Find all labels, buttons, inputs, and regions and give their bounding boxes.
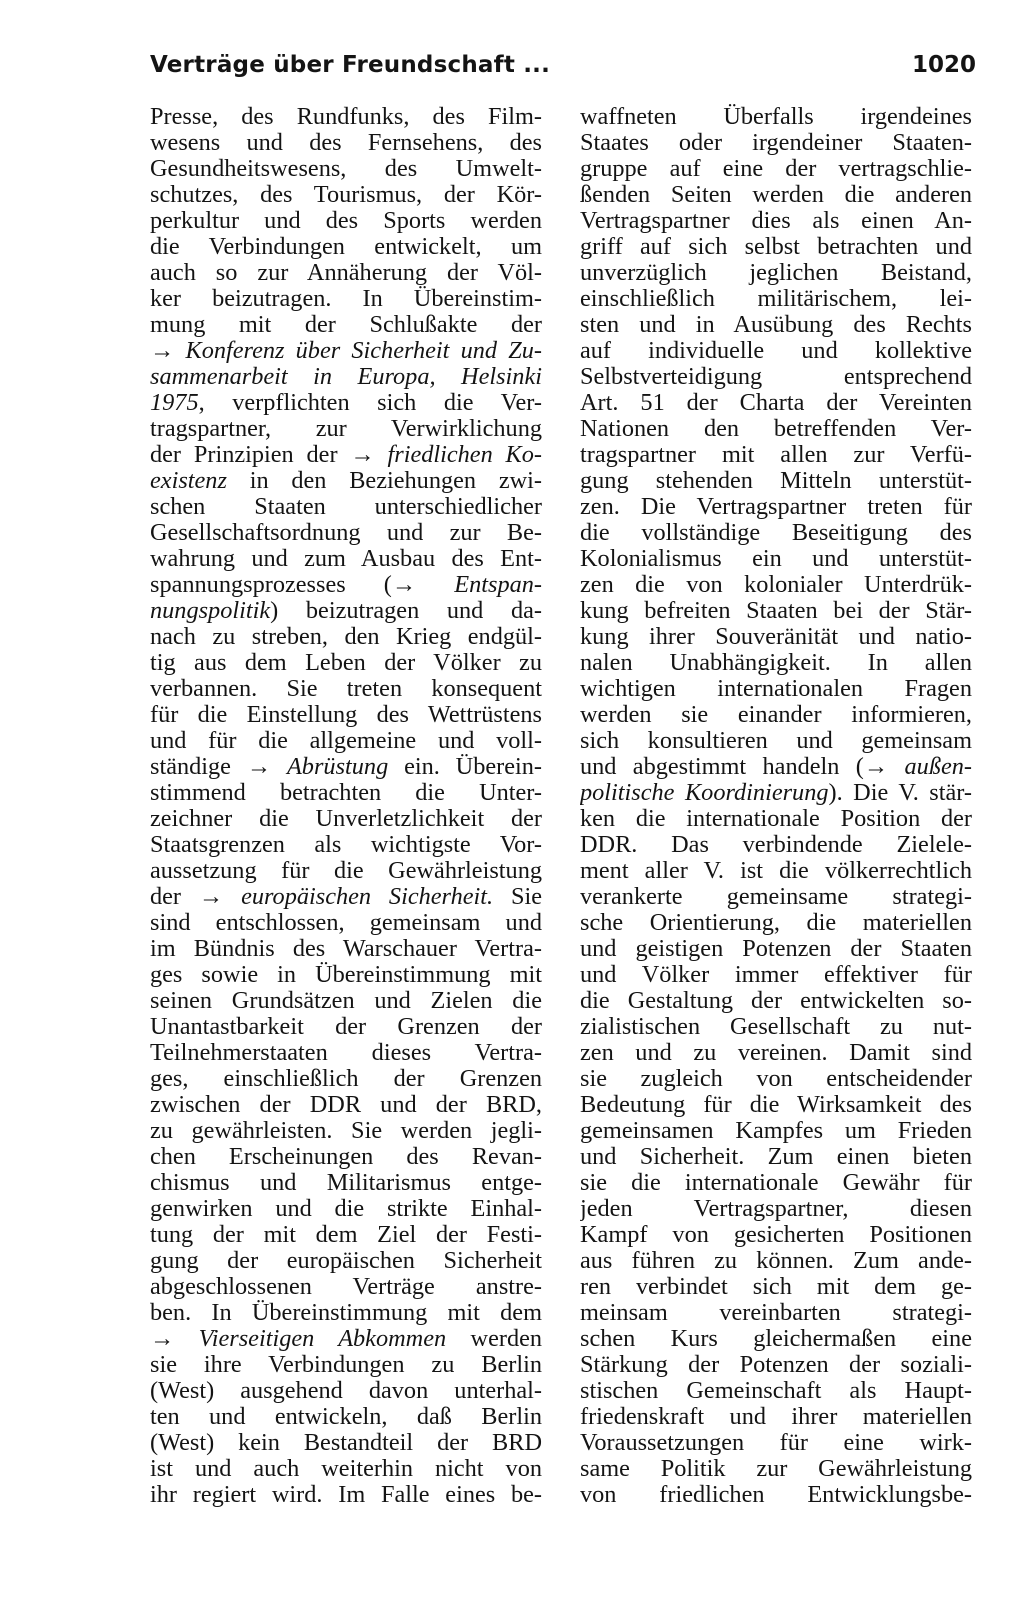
text-line: Teilnehmerstaaten dieses Vertra- — [150, 1040, 542, 1066]
text-line: → Konferenz über Sicherheit und Zu- — [150, 338, 542, 364]
text-line: zialistischen Gesellschaft zu nut- — [580, 1014, 972, 1040]
text-line: und geistigen Potenzen der Staaten — [580, 936, 972, 962]
text-line: sie die internationale Gewähr für — [580, 1170, 972, 1196]
text-line: aus führen zu können. Zum ande- — [580, 1248, 972, 1274]
text-line: abgeschlossenen Verträge anstre- — [150, 1274, 542, 1300]
text-line: seinen Grundsätzen und Zielen die — [150, 988, 542, 1014]
text-line: werden sie einander informieren, — [580, 702, 972, 728]
text-line: tragspartner, zur Verwirklichung — [150, 416, 542, 442]
text-line: (West) kein Bestandteil der BRD — [150, 1430, 542, 1456]
text-line: die Gestaltung der entwickelten so- — [580, 988, 972, 1014]
text-line: ist und auch weiterhin nicht von — [150, 1456, 542, 1482]
text-line: sie ihre Verbindungen zu Berlin — [150, 1352, 542, 1378]
text-line: kung befreiten Staaten bei der Stär- — [580, 598, 972, 624]
text-line: gung der europäischen Sicherheit — [150, 1248, 542, 1274]
left-column — [150, 104, 542, 1508]
text-line: zen die von kolonialer Unterdrük- — [580, 572, 972, 598]
text-line: ker beizutragen. In Übereinstim- — [150, 286, 542, 312]
text-line: zen. Die Vertragspartner treten für — [580, 494, 972, 520]
text-line: ihr regiert wird. Im Falle eines be- — [150, 1482, 542, 1508]
text-line: Bedeutung für die Wirksamkeit des — [580, 1092, 972, 1118]
text-line: nungspolitik) beizutragen und da- — [150, 598, 542, 624]
text-line: ges, einschließlich der Grenzen — [150, 1066, 542, 1092]
text-line: stischen Gemeinschaft als Haupt- — [580, 1378, 972, 1404]
text-line: von friedlichen Entwicklungsbe- — [580, 1482, 972, 1508]
text-line: der → europäischen Sicherheit. Sie — [150, 884, 542, 910]
text-line: schutzes, des Tourismus, der Kör- — [150, 182, 542, 208]
text-line: ren verbindet sich mit dem ge- — [580, 1274, 972, 1300]
text-line: stimmend betrachten die Unter- — [150, 780, 542, 806]
text-line: politische Koordinierung). Die V. stär- — [580, 780, 972, 806]
text-line: sche Orientierung, die materiellen — [580, 910, 972, 936]
text-line: → Vierseitigen Abkommen werden — [150, 1326, 542, 1352]
text-line: gung stehenden Mitteln unterstüt- — [580, 468, 972, 494]
text-line: wichtigen internationalen Fragen — [580, 676, 972, 702]
page-header — [150, 52, 976, 92]
text-line: im Bündnis des Warschauer Vertra- — [150, 936, 542, 962]
text-line: ten und entwickeln, daß Berlin — [150, 1404, 542, 1430]
text-line: Kolonialismus ein und unterstüt- — [580, 546, 972, 572]
text-line: sich konsultieren und gemeinsam — [580, 728, 972, 754]
text-line: DDR. Das verbindende Zielele- — [580, 832, 972, 858]
text-line: und Sicherheit. Zum einen bieten — [580, 1144, 972, 1170]
text-line: wahrung und zum Ausbau des Ent- — [150, 546, 542, 572]
text-line: verbannen. Sie treten konsequent — [150, 676, 542, 702]
text-line: ben. In Übereinstimmung mit dem — [150, 1300, 542, 1326]
text-line: spannungsprozesses (→ Entspan- — [150, 572, 542, 598]
text-line: und abgestimmt handeln (→ außen- — [580, 754, 972, 780]
text-line: chen Erscheinungen des Revan- — [150, 1144, 542, 1170]
text-line: genwirken und die strikte Einhal- — [150, 1196, 542, 1222]
right-column — [580, 104, 972, 1508]
text-line: die Verbindungen entwickelt, um — [150, 234, 542, 260]
text-line: und für die allgemeine und voll- — [150, 728, 542, 754]
text-line: sten und in Ausübung des Rechts — [580, 312, 972, 338]
text-line: gemeinsamen Kampfes um Frieden — [580, 1118, 972, 1144]
text-line: unverzüglich jeglichen Beistand, — [580, 260, 972, 286]
text-line: ständige → Abrüstung ein. Überein- — [150, 754, 542, 780]
text-line: Voraussetzungen für eine wirk- — [580, 1430, 972, 1456]
text-line: der Prinzipien der → friedlichen Ko- — [150, 442, 542, 468]
text-line: sind entschlossen, gemeinsam und — [150, 910, 542, 936]
text-line: tig aus dem Leben der Völker zu — [150, 650, 542, 676]
text-line: gruppe auf eine der vertragschlie- — [580, 156, 972, 182]
text-line: Kampf von gesicherten Positionen — [580, 1222, 972, 1248]
text-line: chismus und Militarismus entge- — [150, 1170, 542, 1196]
text-line: zen und zu vereinen. Damit sind — [580, 1040, 972, 1066]
text-line: aussetzung für die Gewährleistung — [150, 858, 542, 884]
text-line: zu gewährleisten. Sie werden jegli- — [150, 1118, 542, 1144]
text-line: schen Staaten unterschiedlicher — [150, 494, 542, 520]
text-line: auf individuelle und kollektive — [580, 338, 972, 364]
text-line: verankerte gemeinsame strategi- — [580, 884, 972, 910]
text-line: sie zugleich von entscheidender — [580, 1066, 972, 1092]
text-line: zwischen der DDR und der BRD, — [150, 1092, 542, 1118]
text-line: ken die internationale Position der — [580, 806, 972, 832]
text-line: wesens und des Fernsehens, des — [150, 130, 542, 156]
running-title: Verträge über Freundschaft ... — [150, 52, 551, 78]
text-line: Staatsgrenzen als wichtigste Vor- — [150, 832, 542, 858]
text-line: Presse, des Rundfunks, des Film- — [150, 104, 542, 130]
text-line: griff auf sich selbst betrachten und — [580, 234, 972, 260]
text-line: Vertragspartner dies als einen An- — [580, 208, 972, 234]
text-line: nach zu streben, den Krieg endgül- — [150, 624, 542, 650]
text-line: auch so zur Annäherung der Völ- — [150, 260, 542, 286]
text-line: für die Einstellung des Wettrüstens — [150, 702, 542, 728]
text-line: friedenskraft und ihrer materiellen — [580, 1404, 972, 1430]
text-line: same Politik zur Gewährleistung — [580, 1456, 972, 1482]
text-line: (West) ausgehend davon unterhal- — [150, 1378, 542, 1404]
text-line: kung ihrer Souveränität und natio- — [580, 624, 972, 650]
page-number: 1020 — [911, 52, 976, 78]
text-line: Gesellschaftsordnung und zur Be- — [150, 520, 542, 546]
text-line: Stärkung der Potenzen der soziali- — [580, 1352, 972, 1378]
text-line: einschließlich militärischem, lei- — [580, 286, 972, 312]
text-line: perkultur und des Sports werden — [150, 208, 542, 234]
text-line: tragspartner mit allen zur Verfü- — [580, 442, 972, 468]
text-line: existenz in den Beziehungen zwi- — [150, 468, 542, 494]
text-line: schen Kurs gleichermaßen eine — [580, 1326, 972, 1352]
text-line: Gesundheitswesens, des Umwelt- — [150, 156, 542, 182]
text-line: ges sowie in Übereinstimmung mit — [150, 962, 542, 988]
text-line: die vollständige Beseitigung des — [580, 520, 972, 546]
text-line: Selbstverteidigung entsprechend — [580, 364, 972, 390]
text-line: ßenden Seiten werden die anderen — [580, 182, 972, 208]
text-line: waffneten Überfalls irgendeines — [580, 104, 972, 130]
text-line: tung der mit dem Ziel der Festi- — [150, 1222, 542, 1248]
text-line: Nationen den betreffenden Ver- — [580, 416, 972, 442]
text-line: mung mit der Schlußakte der — [150, 312, 542, 338]
text-line: 1975, verpflichten sich die Ver- — [150, 390, 542, 416]
text-line: Unantastbarkeit der Grenzen der — [150, 1014, 542, 1040]
text-line: jeden Vertragspartner, diesen — [580, 1196, 972, 1222]
text-line: meinsam vereinbarten strategi- — [580, 1300, 972, 1326]
text-line: Staates oder irgendeiner Staaten- — [580, 130, 972, 156]
text-line: zeichner die Unverletzlichkeit der — [150, 806, 542, 832]
text-line: sammenarbeit in Europa, Helsinki — [150, 364, 542, 390]
text-line: Art. 51 der Charta der Vereinten — [580, 390, 972, 416]
text-line: und Völker immer effektiver für — [580, 962, 972, 988]
text-line: nalen Unabhängigkeit. In allen — [580, 650, 972, 676]
text-line: ment aller V. ist die völkerrechtlich — [580, 858, 972, 884]
